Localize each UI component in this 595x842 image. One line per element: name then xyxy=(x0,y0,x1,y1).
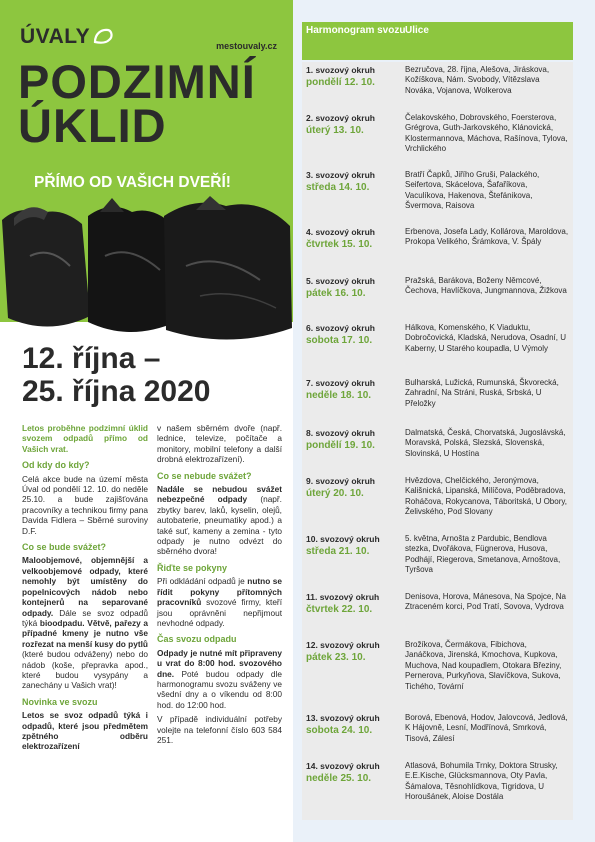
text-phone: V případě individuální potřeby volejte na telefonní číslo 603 584 251. xyxy=(157,714,282,745)
text-new-2: elektrozařízení xyxy=(22,741,80,752)
route-date: pátek 23. 10. xyxy=(306,652,366,663)
text-what-bio: bioodpadu. Větvě, pařezy a případné kmeny je nutno vše rozřezat na menší kusy do pytlů xyxy=(22,617,148,649)
info-column-2 xyxy=(157,423,282,749)
route-streets: Brožíkova, Čermákova, Fibichova, Janáčkova, Jirenská, Kmochova, Kupkova, Muchova, Nad koupadlem, Otokara Březiny, Pernerova, Purkyňova, Slavíčkova, Sukova, Tichého, Tovární xyxy=(405,640,562,691)
schedule-table-header xyxy=(302,22,573,60)
text-what-4: (které budou odváženy) nebo do nádob (koše, přepravka apod., které budou vysypány a zanechány u Vašich vrat)! xyxy=(22,649,148,691)
route-date: neděle 25. 10. xyxy=(306,773,372,784)
route-streets: Hálkova, Komenského, K Viaduktu, Dobročovická, Kladská, Nerudova, Osadní, U Kaberny, U Starého koupadla, U Výmoly xyxy=(405,323,566,353)
route-label: 2. svozový okruh xyxy=(306,113,375,123)
left-panel xyxy=(0,0,293,842)
table-row xyxy=(302,167,573,224)
text-rules-bold: nutno se řídit pokyny přítomných pracovníků xyxy=(157,576,283,608)
route-streets: Bratří Čapků, Jiřího Gruši, Palackého, Seifertova, Skácelova, Šafaříkova, Vaculíkova, Hakenova, Štefánikova, Švermova, Raisova xyxy=(405,170,540,211)
text-rules-3: svozové firmy, kteří jsou oprávněni nepřijmout nevhodné odpady. xyxy=(157,597,283,628)
subtitle: PŘÍMO OD VAŠICH DVEŘÍ! xyxy=(34,174,231,191)
table-row xyxy=(302,637,573,710)
text-what-bold: Maloobjemové, objemnější a velkoobjemové odpady, které nemohly být umístěny do popelnicových nádob nebo kontejnerů na separované odpady. xyxy=(22,555,148,618)
route-label: 13. svozový okruh xyxy=(306,713,380,723)
text-rules xyxy=(157,576,282,628)
route-streets: Hvězdova, Chelčického, Jeronýmova, Kališnická, Lipanská, Milíčova, Poděbradova, Roháčova, Rokycanova, Táboritská, U Obory, Želivského, Pod Slovany xyxy=(405,476,567,517)
heading-what: Co se bude svážet? xyxy=(22,542,107,553)
route-streets: 5. května, Arnošta z Pardubic, Bendlova stezka, Dvořákova, Fügnerova, Husova, Podhájí, Riegerova, Smetanova, Arnoštova, Tyršova xyxy=(405,534,561,575)
route-label: 11. svozový okruh xyxy=(306,592,380,602)
route-date: čtvrtek 22. 10. xyxy=(306,604,373,615)
route-date: pondělí 19. 10. xyxy=(306,440,375,451)
page-title xyxy=(18,55,256,152)
text-new-1: Letos se svoz odpadů týká i odpadů, které jsou předmětem zpětného odběru xyxy=(22,710,148,741)
header-streets: Ulice xyxy=(405,25,429,36)
heading-rules: Řiďte se pokyny xyxy=(157,562,227,573)
table-row xyxy=(302,425,573,473)
heading-when: Od kdy do kdy? xyxy=(22,460,90,471)
text-time-2: Poté budou odpady dle harmonogramu svozu sváženy ve všední dny a o víkendu od 8:00 hod. do 12:00 hod. xyxy=(157,668,282,710)
event-dates xyxy=(22,342,210,408)
route-date: úterý 20. 10. xyxy=(306,488,364,499)
route-date: sobota 24. 10. xyxy=(306,725,373,736)
table-row xyxy=(302,110,573,167)
text-new-cont: v našem sběrném dvoře (např. lednice, televize, počítače a monitory, mobilní telefony a další drobná elektrozařízení). xyxy=(157,423,282,465)
table-row xyxy=(302,589,573,637)
table-row xyxy=(302,62,573,110)
route-label: 8. svozový okruh xyxy=(306,428,375,438)
route-label: 9. svozový okruh xyxy=(306,476,375,486)
table-row xyxy=(302,273,573,320)
table-row xyxy=(302,224,573,273)
route-label: 10. svozový okruh xyxy=(306,534,380,544)
route-streets: Erbenova, Josefa Lady, Kollárova, Maroldova, Prokopa Velikého, Šrámkova, V. Špály xyxy=(405,227,569,247)
table-row xyxy=(302,758,573,820)
route-label: 14. svozový okruh xyxy=(306,761,380,771)
website-url: mestouvaly.cz xyxy=(216,41,277,51)
table-row xyxy=(302,473,573,531)
heading-new: Novinka ve svozu xyxy=(22,696,98,707)
route-date: pondělí 12. 10. xyxy=(306,77,375,88)
route-date: středa 21. 10. xyxy=(306,546,370,557)
info-column-1 xyxy=(22,423,148,756)
text-new xyxy=(22,710,148,752)
route-label: 7. svozový okruh xyxy=(306,378,375,388)
route-streets: Pražská, Barákova, Boženy Němcové, Čechova, Havlíčkova, Jungmannova, Žižkova xyxy=(405,276,567,296)
heading-time: Čas svozu odpadu xyxy=(157,634,237,645)
route-streets: Dalmatská, Česká, Chorvatská, Jugoslávská, Moravská, Polská, Slezská, Slovenská, Slovinská, U Hostína xyxy=(405,428,566,458)
text-not xyxy=(157,484,282,557)
table-row xyxy=(302,320,573,375)
route-date: úterý 13. 10. xyxy=(306,125,364,136)
route-label: 4. svozový okruh xyxy=(306,227,375,237)
intro-text: Letos proběhne podzimní úklid svozem odpadů přímo od Vašich vrat. xyxy=(22,423,148,454)
dates-line-1: 12. října – xyxy=(22,342,161,375)
route-streets: Denisova, Horova, Mánesova, Na Spojce, Na Ztraceném korci, Pod Tratí, Sovova, Vydrova xyxy=(405,592,566,612)
route-label: 1. svozový okruh xyxy=(306,65,375,75)
text-when: Celá akce bude na území města Úval od pondělí 12. 10. do neděle 25.10. a bude zajišťována pracovníky a technikou firmy pana Davida Fidlera – Sběrné suroviny D.F. xyxy=(22,473,148,536)
route-date: středa 14. 10. xyxy=(306,182,370,193)
route-label: 5. svozový okruh xyxy=(306,276,375,286)
route-streets: Borová, Ebenová, Hodov, Jalovcová, Jedlová, K Hájovně, Lesní, Modřínová, Smrková, Tisová, Zálesí xyxy=(405,713,568,743)
route-label: 6. svozový okruh xyxy=(306,323,375,333)
route-date: pátek 16. 10. xyxy=(306,288,366,299)
route-date: sobota 17. 10. xyxy=(306,335,373,346)
table-row xyxy=(302,375,573,425)
logo-text: ÚVALY xyxy=(20,25,91,48)
garbage-bags-image xyxy=(0,196,293,346)
header-schedule: Harmonogram svozu xyxy=(306,25,406,36)
text-not-2: (např. zbytky barev, laků, kyselin, olejů, autobaterie, pneumatiky apod.) a také suť, kameny a zemina - tyto odpady je nutno odvézt do sběrného dvora! xyxy=(157,494,282,557)
text-not-bold: Nadále se nebudou svážet nebezpečné odpady xyxy=(157,484,282,505)
logo xyxy=(20,25,114,49)
route-date: neděle 18. 10. xyxy=(306,390,372,401)
dates-line-2: 25. října 2020 xyxy=(22,375,211,408)
route-label: 3. svozový okruh xyxy=(306,170,375,180)
text-time xyxy=(157,648,282,710)
route-label: 12. svozový okruh xyxy=(306,640,380,650)
title-line-1: PODZIMNÍ xyxy=(18,55,256,108)
text-time-bold: Odpady je nutné mít připraveny u vrat do 8:00 hod. svozového dne. xyxy=(157,647,282,679)
logo-leaf-icon xyxy=(92,26,114,48)
route-streets: Čelakovského, Dobrovského, Foersterova, Grégrova, Guth-Jarkovského, Klánovická, Klostermannova, Máchova, Rašínova, Tylova, Vrchlického xyxy=(405,113,568,154)
text-rules-1: Při odkládání odpadů je xyxy=(157,576,245,587)
route-streets: Bezručova, 28. října, Alešova, Jiráskova, Kožíškova, Nám. Svobody, Vítězslava Nováka, Vojanova, Wolkerova xyxy=(405,65,550,95)
title-line-2: ÚKLID xyxy=(18,99,167,152)
route-streets: Atlasová, Bohumila Trnky, Doktora Strusky, E.E.Kische, Glücksmannova, Oty Pavla, Šámalova, Těsnohlídkova, Tigridova, U Horoušánek, Aloise Dostála xyxy=(405,761,558,802)
text-what-2: Dále se svoz odpadů týká xyxy=(22,607,148,628)
text-what xyxy=(22,555,148,690)
table-row xyxy=(302,710,573,758)
route-date: čtvrtek 15. 10. xyxy=(306,239,373,250)
route-streets: Bulharská, Lužická, Rumunská, Škvorecká, Zahradní, Na Stráni, Ruská, Srbská, U Přeložky xyxy=(405,378,559,408)
heading-not: Co se nebude svážet? xyxy=(157,470,252,481)
table-row xyxy=(302,531,573,589)
